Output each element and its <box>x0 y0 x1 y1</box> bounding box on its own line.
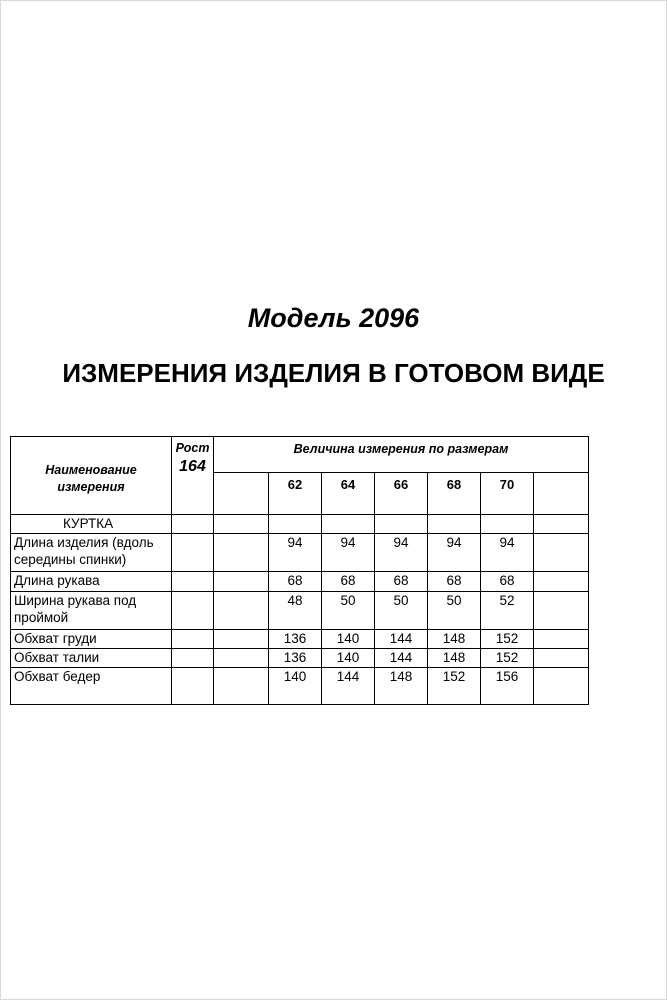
empty-cell <box>214 534 269 572</box>
empty-cell <box>214 668 269 705</box>
empty-cell <box>172 534 214 572</box>
row-name: Обхват талии <box>11 649 172 668</box>
size-table <box>10 436 589 705</box>
row-name: Обхват груди <box>11 630 172 649</box>
cell-value: 94 <box>322 534 375 572</box>
empty-cell <box>214 515 269 534</box>
cell-value: 140 <box>269 668 322 705</box>
size-header: 70 <box>481 473 534 515</box>
cell-value: 94 <box>375 534 428 572</box>
blank-header-cell <box>214 473 269 515</box>
cell-value: 152 <box>481 649 534 668</box>
cell-value: 148 <box>375 668 428 705</box>
cell-value: 50 <box>428 592 481 630</box>
empty-cell <box>172 668 214 705</box>
cell-value: 48 <box>269 592 322 630</box>
cell-value: 152 <box>481 630 534 649</box>
rost-label: Рост <box>175 441 210 455</box>
table-row <box>11 630 589 649</box>
cell-value: 50 <box>375 592 428 630</box>
cell-value: 148 <box>428 649 481 668</box>
page-title: ИЗМЕРЕНИЯ ИЗДЕЛИЯ В ГОТОВОМ ВИДЕ <box>62 358 605 388</box>
cell-value: 152 <box>428 668 481 705</box>
empty-cell <box>322 515 375 534</box>
empty-cell <box>534 668 589 705</box>
cell-value: 68 <box>322 572 375 592</box>
empty-cell <box>214 572 269 592</box>
row-name: Длина изделия (вдоль середины спинки) <box>11 534 172 572</box>
cell-value: 156 <box>481 668 534 705</box>
table-row <box>11 668 589 705</box>
cell-value: 52 <box>481 592 534 630</box>
table-row <box>11 534 589 572</box>
cell-value: 68 <box>481 572 534 592</box>
empty-cell <box>214 592 269 630</box>
size-header: 64 <box>322 473 375 515</box>
size-header: 62 <box>269 473 322 515</box>
empty-cell <box>428 515 481 534</box>
empty-cell <box>172 630 214 649</box>
rost-value: 164 <box>179 458 206 475</box>
empty-cell <box>172 572 214 592</box>
cell-value: 68 <box>428 572 481 592</box>
section-row <box>11 515 589 534</box>
size-header: 66 <box>375 473 428 515</box>
empty-cell <box>534 534 589 572</box>
table-row <box>11 592 589 630</box>
cell-value: 136 <box>269 630 322 649</box>
cell-value: 50 <box>322 592 375 630</box>
empty-cell <box>172 592 214 630</box>
section-label: КУРТКА <box>11 515 172 534</box>
empty-cell <box>534 630 589 649</box>
empty-cell <box>172 649 214 668</box>
cell-value: 94 <box>428 534 481 572</box>
empty-cell <box>534 572 589 592</box>
cell-value: 94 <box>481 534 534 572</box>
cell-value: 136 <box>269 649 322 668</box>
row-name: Обхват бедер <box>11 668 172 705</box>
table-row <box>11 572 589 592</box>
row-name: Длина рукава <box>11 572 172 592</box>
model-title: Модель 2096 <box>247 303 420 333</box>
table-row <box>11 649 589 668</box>
empty-cell <box>214 649 269 668</box>
cell-value: 144 <box>322 668 375 705</box>
empty-cell <box>534 515 589 534</box>
empty-cell <box>214 630 269 649</box>
column-header-name: Наименование измерения <box>11 437 172 515</box>
cell-value: 140 <box>322 649 375 668</box>
empty-cell <box>269 515 322 534</box>
empty-cell <box>172 515 214 534</box>
header-row-1 <box>11 437 589 473</box>
column-header-caption: Величина измерения по размерам <box>214 437 589 473</box>
empty-cell <box>481 515 534 534</box>
blank-header-cell <box>534 473 589 515</box>
column-header-rost <box>172 437 214 515</box>
empty-cell <box>375 515 428 534</box>
cell-value: 94 <box>269 534 322 572</box>
row-name: Ширина рукава под проймой <box>11 592 172 630</box>
cell-value: 148 <box>428 630 481 649</box>
cell-value: 68 <box>375 572 428 592</box>
cell-value: 68 <box>269 572 322 592</box>
cell-value: 144 <box>375 630 428 649</box>
cell-value: 140 <box>322 630 375 649</box>
empty-cell <box>534 649 589 668</box>
size-header: 68 <box>428 473 481 515</box>
cell-value: 144 <box>375 649 428 668</box>
empty-cell <box>534 592 589 630</box>
